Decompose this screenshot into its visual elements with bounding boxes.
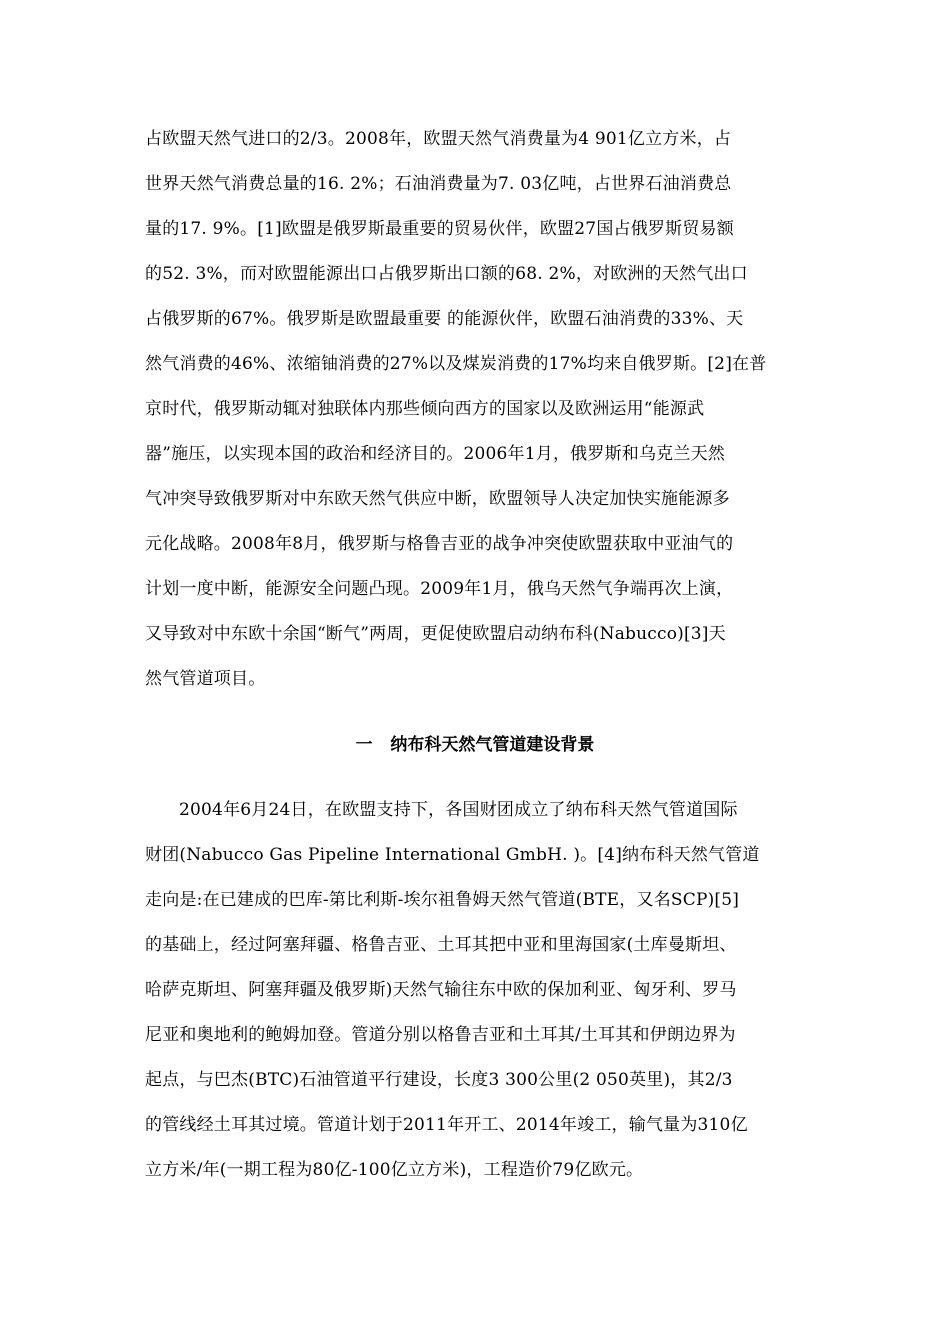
paragraph-line: 京时代，俄罗斯动辄对独联体内那些倾向西方的国家以及欧洲运用“能源武 [145,399,705,419]
paragraph-line: 的基础上，经过阿塞拜疆、格鲁吉亚、土耳其把中亚和里海国家(土库曼斯坦、 [145,935,737,955]
paragraph-line: 计划一度中断，能源安全问题凸现。2009年1月，俄乌天然气争端再次上演， [145,579,734,599]
paragraph-line: 立方米/年(一期工程为80亿-100亿立方米)，工程造价79亿欧元。 [145,1160,644,1180]
paragraph-line: 量的17. 9%。[1]欧盟是俄罗斯最重要的贸易伙伴，欧盟27国占俄罗斯贸易额 [145,219,734,239]
paragraph-line: 占俄罗斯的67%。俄罗斯是欧盟最重要 的能源伙伴，欧盟石油消费的33%、天 [145,309,744,329]
paragraph-line: 然气管道项目。 [145,669,266,689]
paragraph-line: 的管线经土耳其过境。管道计划于2011年开工、2014年竣工，输气量为310亿 [145,1115,748,1135]
paragraph-line: 世界天然气消费总量的16. 2%；石油消费量为7. 03亿吨，占世界石油消费总 [145,174,732,194]
paragraph-line: 气冲突导致俄罗斯对中东欧天然气供应中断，欧盟领导人决定加快实施能源多 [145,489,730,509]
paragraph-line: 的52. 3%，而对欧盟能源出口占俄罗斯出口额的68. 2%，对欧洲的天然气出口 [145,264,748,284]
paragraph-line: 起点，与巴杰(BTC)石油管道平行建设，长度3 300公里(2 050英里)，其2/3 [145,1070,733,1090]
paragraph-line: 占欧盟天然气进口的2/3。2008年，欧盟天然气消费量为4 901亿立方米，占 [145,129,732,149]
paragraph-line: 尼亚和奥地利的鲍姆加登。管道分别以格鲁吉亚和土耳其/土耳其和伊朗边界为 [145,1025,736,1045]
section-heading: 一 纳布科天然气管道建设背景 [355,735,595,755]
paragraph-line: 元化战略。2008年8月，俄罗斯与格鲁吉亚的战争冲突使欧盟获取中亚油气的 [145,534,734,554]
paragraph-line: 又导致对中东欧十余国“断气”两周，更促使欧盟启动纳布科(Nabucco)[3]天 [145,624,726,644]
paragraph-line: 2004年6月24日，在欧盟支持下，各国财团成立了纳布科天然气管道国际 [179,800,738,820]
paragraph-line: 哈萨克斯坦、阿塞拜疆及俄罗斯)天然气输往东中欧的保加利亚、匈牙利、罗马 [145,980,737,1000]
paragraph-line: 器”施压，以实现本国的政治和经济目的。2006年1月，俄罗斯和乌克兰天然 [145,444,725,464]
paragraph-line: 财团(Nabucco Gas Pipeline International GmbH. )。[4]纳布科天然气管道 [145,845,760,865]
paragraph-line: 走向是:在已建成的巴库-第比利斯-埃尔祖鲁姆天然气管道(BTE，又名SCP)[5] [145,890,740,910]
paragraph-line: 然气消费的46%、浓缩铀消费的27%以及煤炭消费的17%均来自俄罗斯。[2]在普 [145,354,767,374]
